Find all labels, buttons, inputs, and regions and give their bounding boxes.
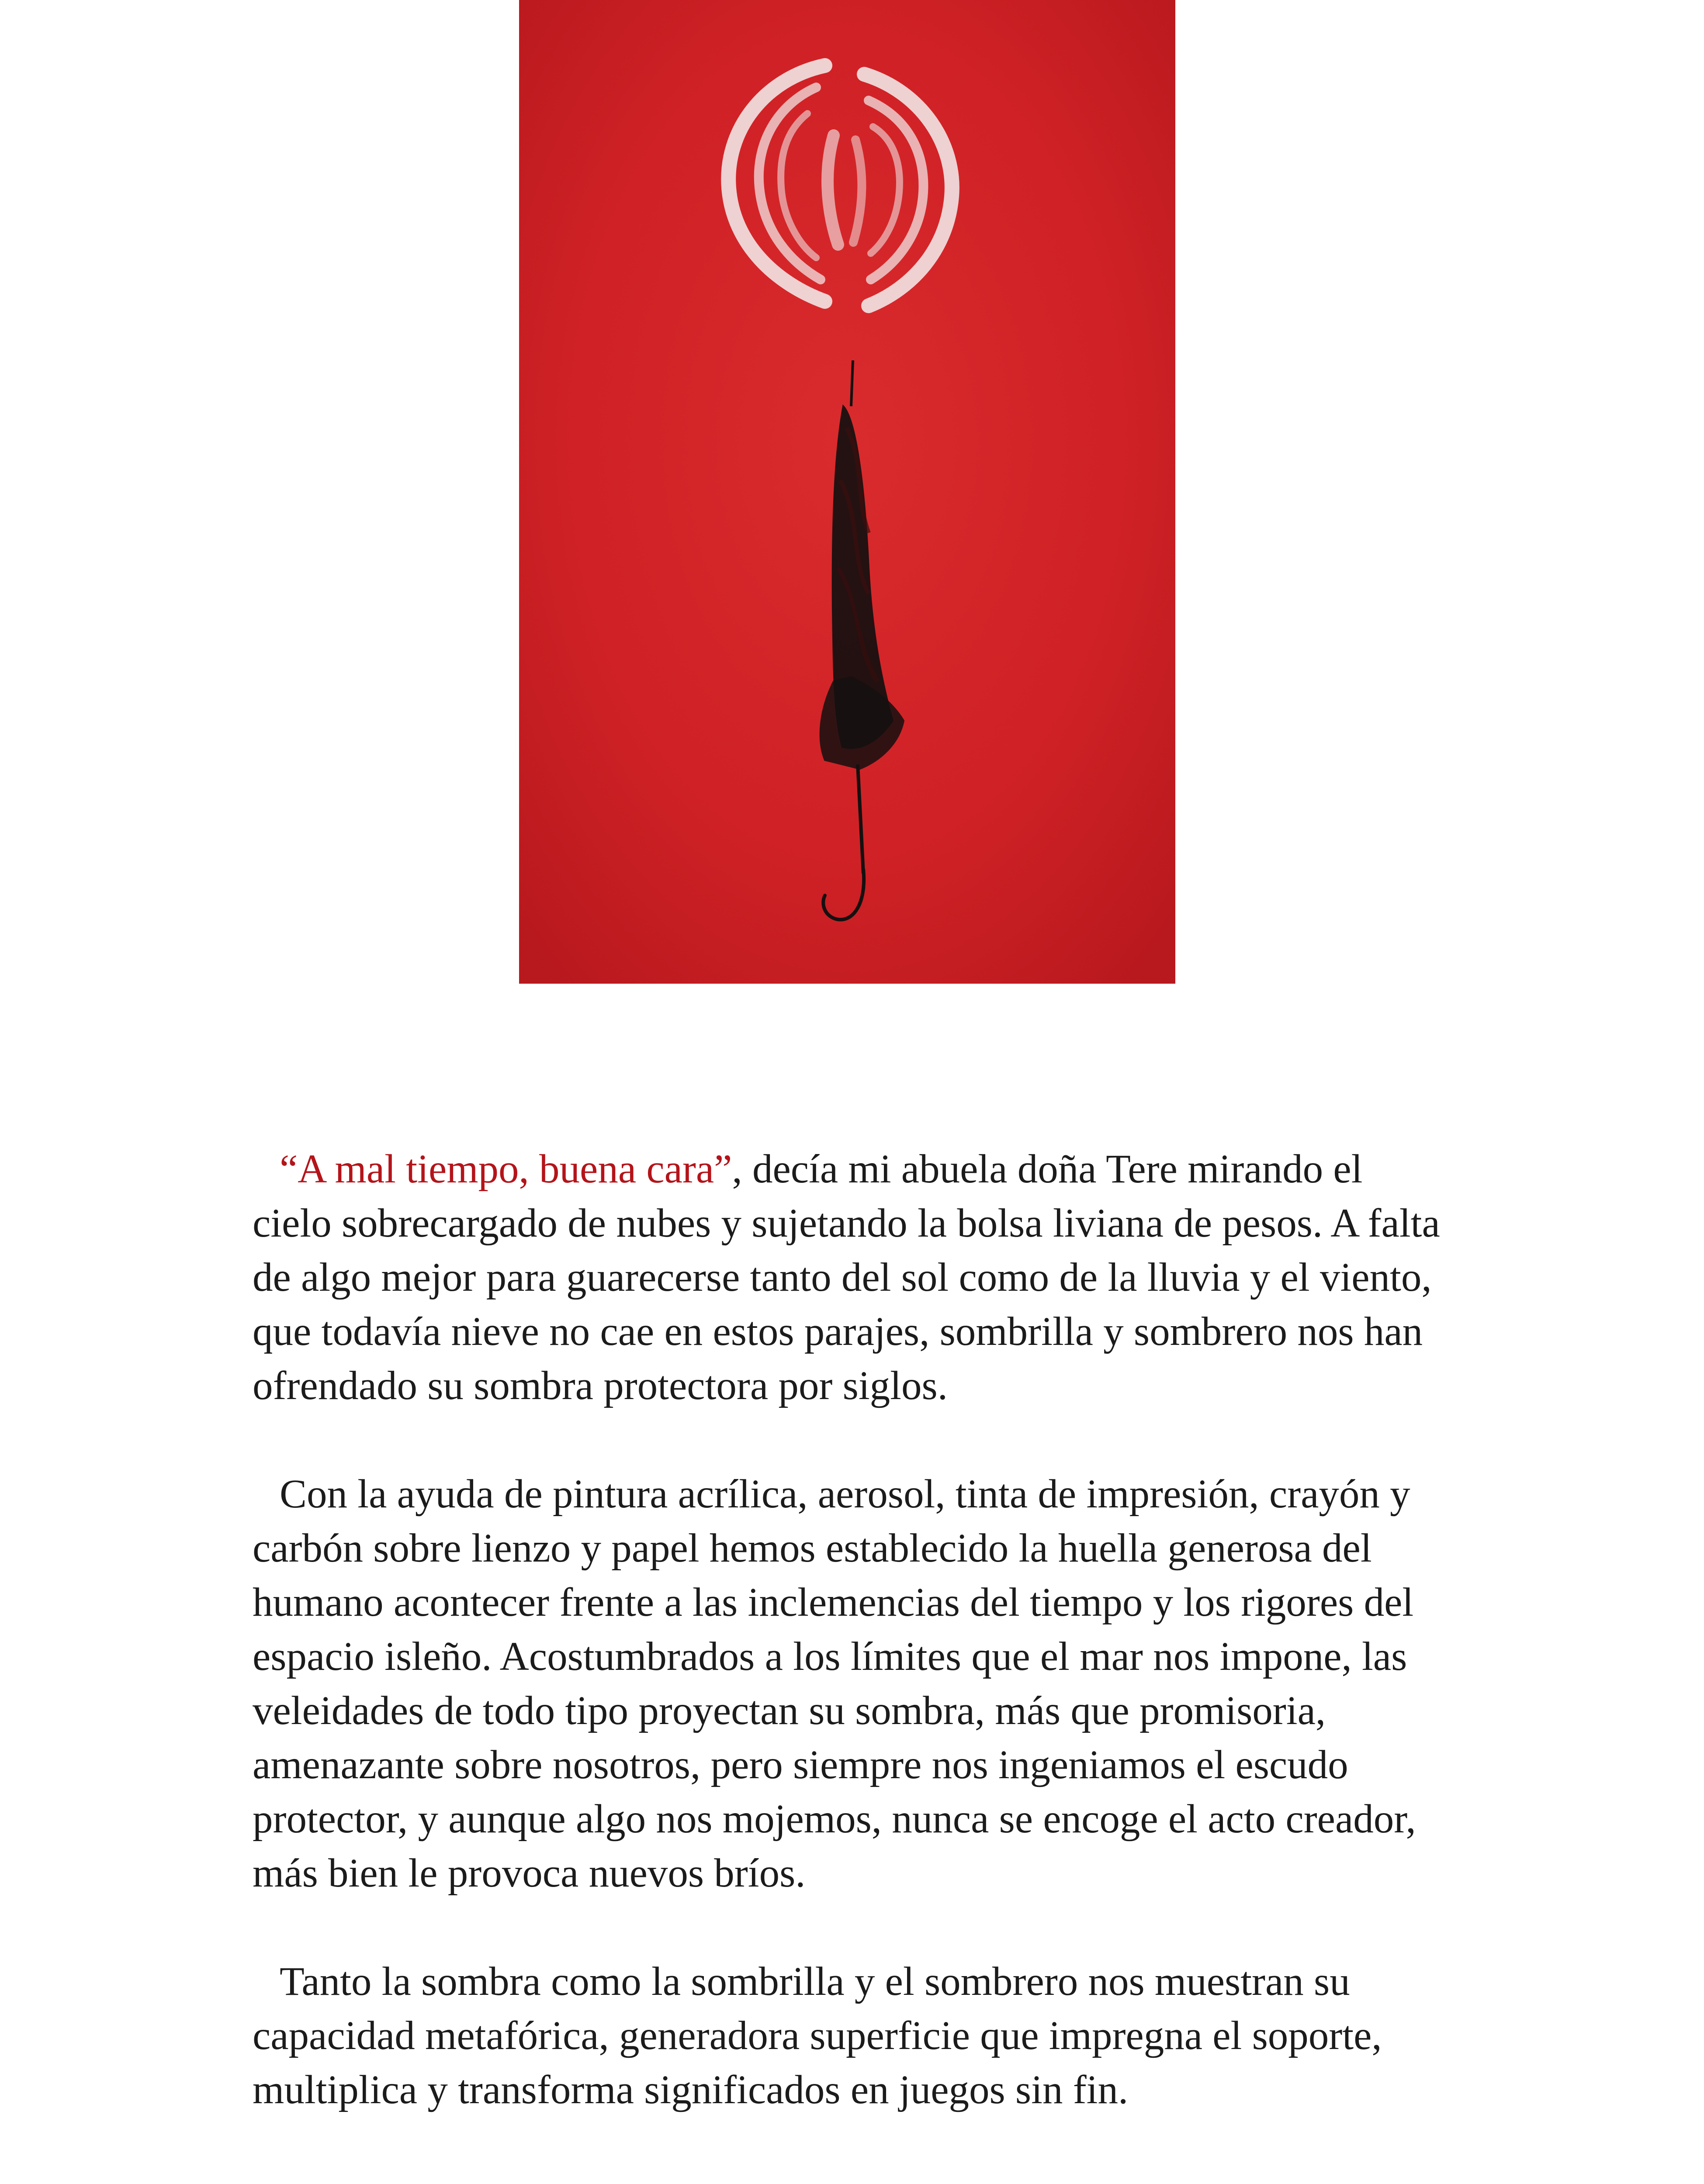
paragraph-2: Con la ayuda de pintura acrílica, aerosol, tinta de impresión, crayón y carbón sobre lienzo y papel hemos establecido la huella generosa del humano acontecer frente a las inclemencias del tiempo y los rigores del espacio isleño. Acostumbrados a los límites que el mar nos impone, las veleidades de todo tipo proyectan su sombra, más que promisoria, amenazante sobre nosotros, pero siempre nos ingeniamos el escudo protector, y aunque algo nos mojemos, nunca se encoge el acto creador, más bien le provoca nuevos bríos. <box>253 1472 1416 1896</box>
artwork-image <box>519 0 1175 984</box>
essay-text <box>253 1142 1445 2171</box>
paragraph-1-text: , decía mi abuela doña Tere mirando el cielo sobrecargado de nubes y sujetando la bolsa liviana de pesos. A falta de algo mejor para guarecerse tanto del sol como de la lluvia y el viento, que todavía nieve no cae en estos parajes, sombrilla y sombrero nos han ofrendado su sombra protectora por siglos. <box>253 1147 1440 1408</box>
umbrella-artwork <box>519 0 1175 984</box>
paragraph-1 <box>253 1142 1445 1413</box>
paragraph-3: Tanto la sombra como la sombrilla y el sombrero nos muestran su capacidad metafórica, generadora superficie que impregna el soporte, multiplica y transforma significados en juegos sin fin. <box>253 1959 1382 2112</box>
opening-quote: “A mal tiempo, buena cara” <box>280 1147 732 1192</box>
